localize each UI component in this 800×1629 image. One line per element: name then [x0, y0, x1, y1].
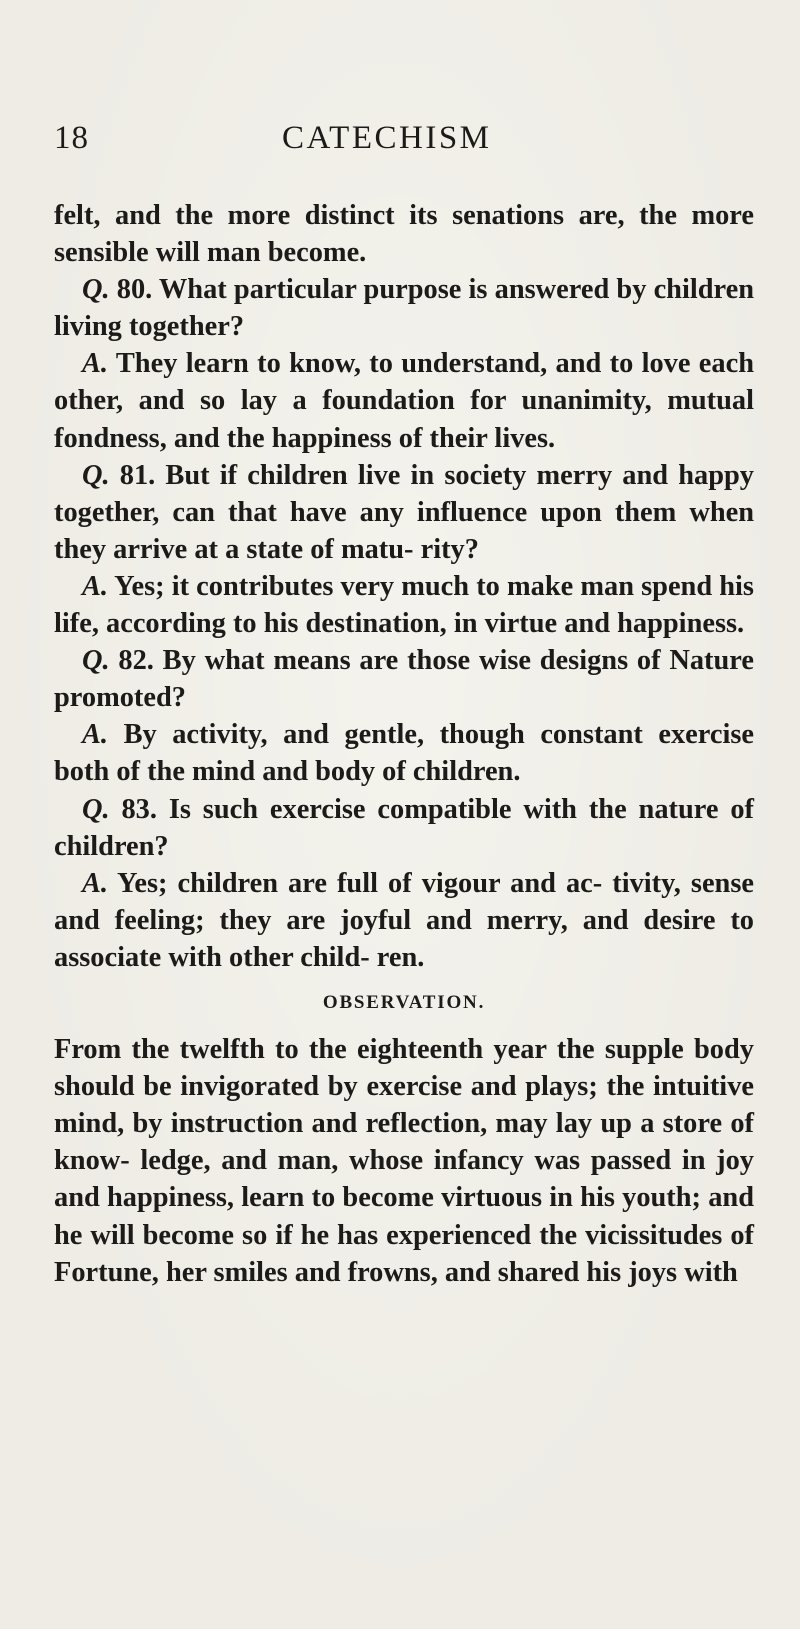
question-label: Q. [82, 459, 110, 491]
answer-text: Yes; it contributes very much to make man spend his life, according to his destination, in virtue and happiness. [54, 570, 754, 640]
question-80 [54, 271, 754, 345]
answer-80 [54, 345, 754, 456]
answer-label: A. [82, 570, 109, 602]
answer-text: By activity, and gentle, though constant exercise both of the mind and body of children. [54, 719, 754, 788]
paragraph-continuation [54, 197, 754, 271]
paragraph-text: felt, and the more distinct its senations are, the more sensible will man become. [54, 200, 754, 269]
page-header [54, 120, 754, 170]
answer-text: Yes; children are full of vigour and ac- tivity, sense and feeling; they are joyful and merry, and desire to associate with other child- ren. [54, 867, 754, 973]
answer-label: A. [82, 867, 109, 899]
answer-83 [54, 865, 754, 976]
question-label: Q. [82, 645, 110, 677]
page-number: 18 [54, 120, 89, 156]
question-label: Q. [82, 793, 110, 825]
running-head: CATECHISM [282, 120, 492, 156]
question-text: 83. Is such exercise compatible with the nature of children? [54, 793, 754, 862]
answer-label: A. [82, 719, 109, 751]
question-81 [54, 457, 754, 568]
question-label: Q. [82, 274, 110, 306]
observation-text: From the twelfth to the eighteenth year the supple body should be invigorated by exercise and plays; the intuitive mind, by instruction and reflection, may lay up a store of know- ledge, and man, whose infancy was passed in joy and happiness, learn to become virtuous in his youth; and he will become so if he has experienced the vicissitudes of Fortune, her smiles and frowns, and shared his joys with [54, 1034, 754, 1288]
question-text: 82. By what means are those wise designs of Nature promoted? [54, 645, 754, 714]
answer-82 [54, 716, 754, 790]
answer-text: They learn to know, to understand, and to love each other, and so lay a foundation for unanimity, mutual fondness, and the happiness of their lives. [54, 348, 754, 454]
question-text: 80. What particular purpose is answered by children living together? [54, 274, 754, 343]
answer-label: A. [82, 348, 109, 380]
answer-81 [54, 568, 754, 642]
observation-heading: OBSERVATION. [322, 991, 486, 1013]
question-text: 81. But if children live in society merry and happy together, can that have any influence upon them when they arrive at a state of matu- rity? [54, 459, 754, 565]
question-83 [54, 791, 754, 865]
question-82 [54, 642, 754, 716]
body-text [54, 197, 754, 1291]
